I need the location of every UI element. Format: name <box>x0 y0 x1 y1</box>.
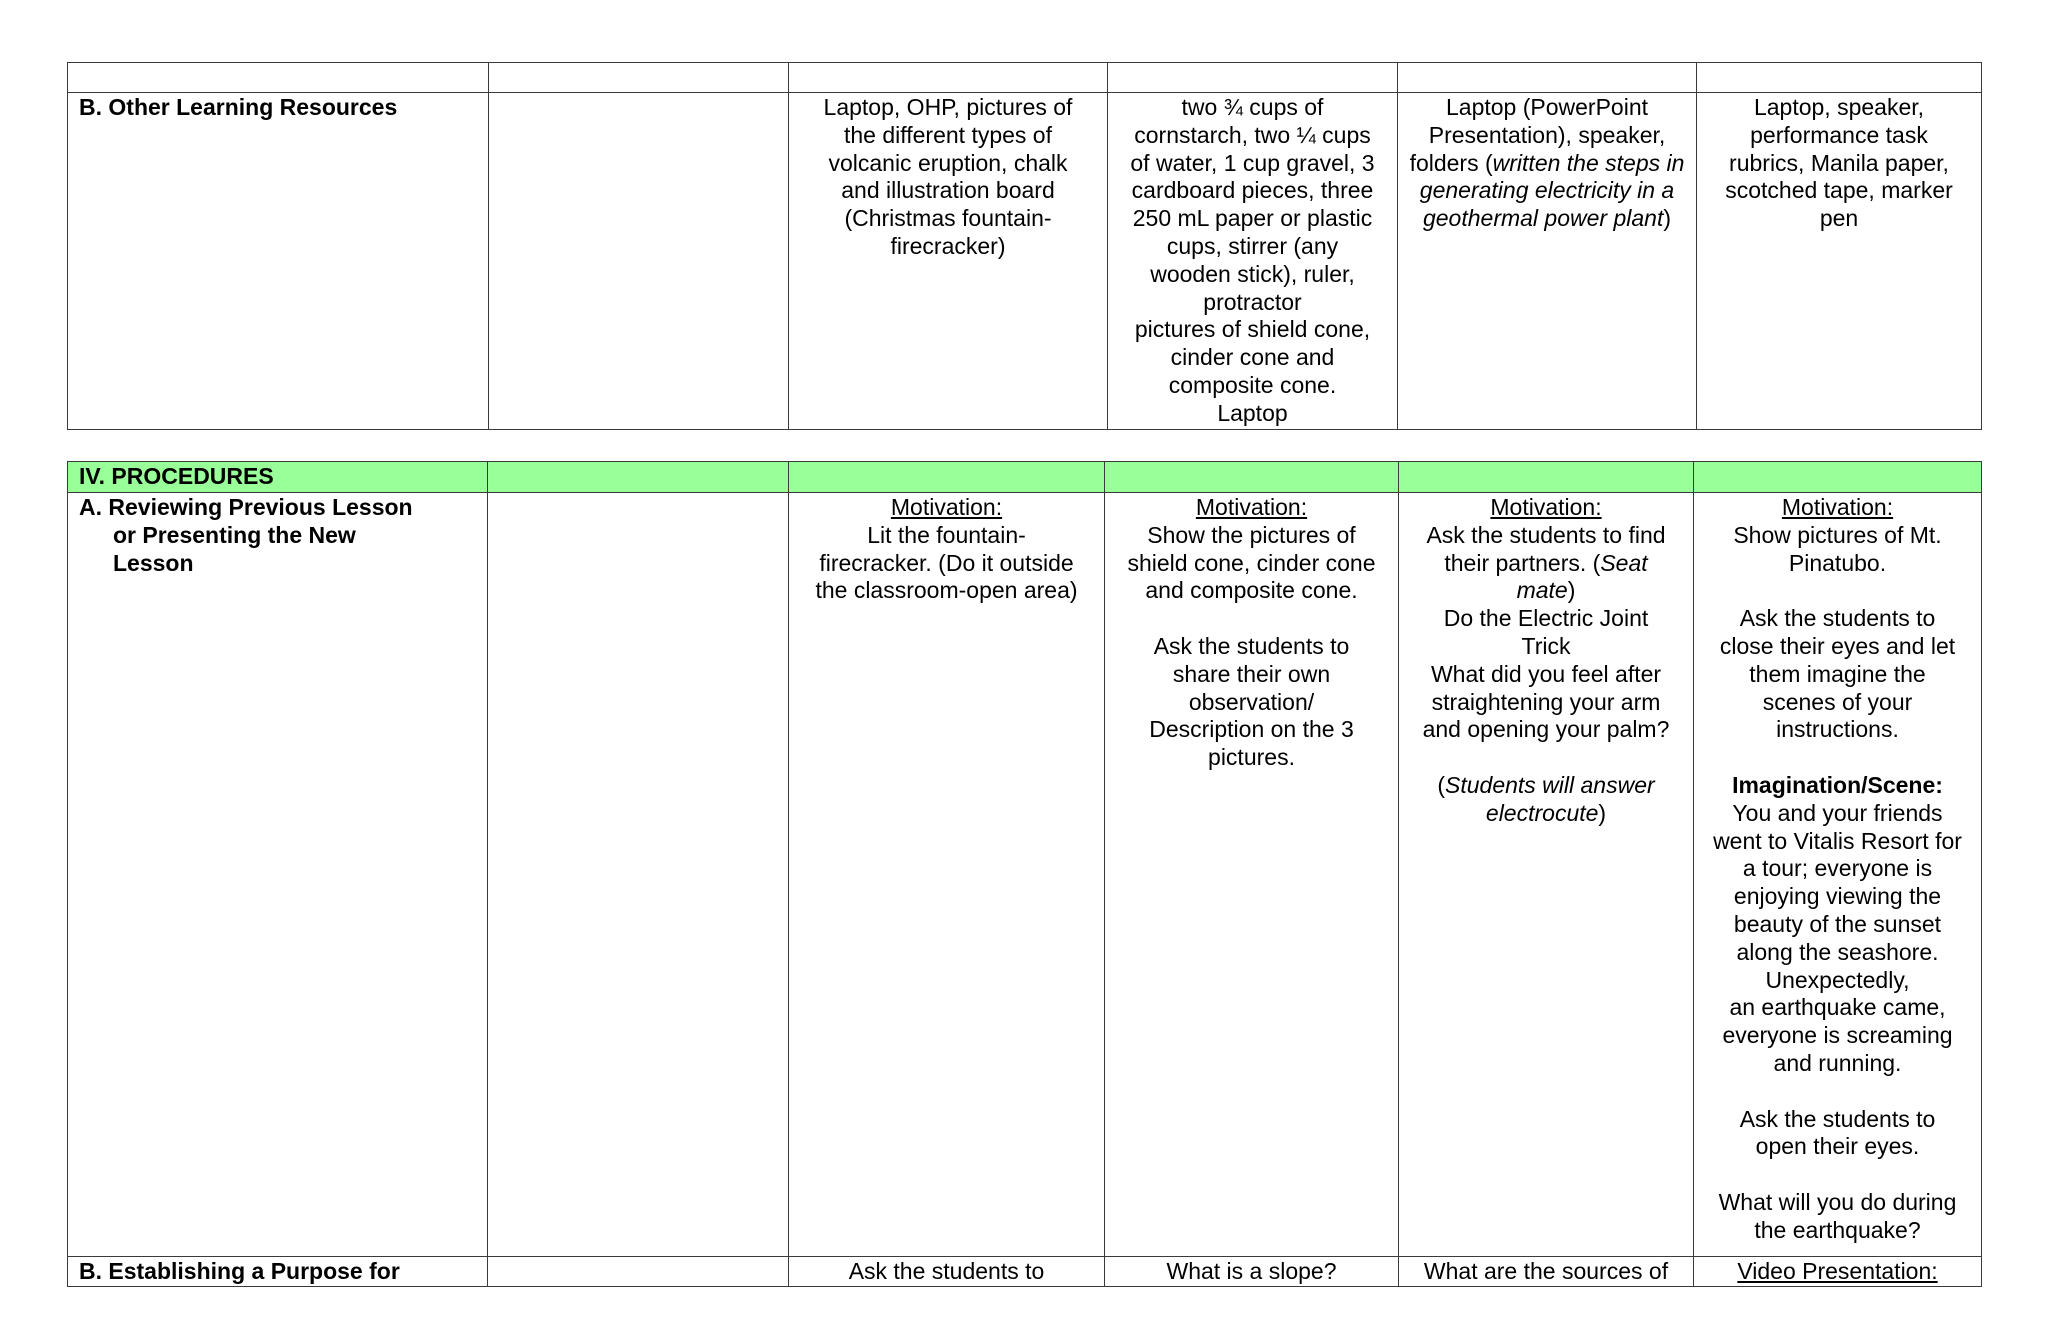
motivation-heading: Motivation: <box>890 494 1003 520</box>
text-part: ) <box>1598 799 1607 826</box>
imagination-heading: Imagination/Scene: <box>1732 771 1943 798</box>
blank-cell <box>489 63 789 93</box>
resources-text: Laptop (PowerPoint Presentation), speaker, folders ( <box>1409 94 1666 176</box>
resources-line: cornstarch, two ¼ cups <box>1134 121 1371 148</box>
reviewing-cell-day5 <box>1694 493 1982 1257</box>
label-line: or Presenting the New <box>113 521 356 548</box>
blank-cell <box>1108 63 1398 93</box>
motivation-text: Ask the students to open their eyes. <box>1739 1105 1936 1160</box>
resources-line: 250 mL paper or plastic <box>1132 205 1373 232</box>
reviewing-lesson-row <box>68 493 1982 1257</box>
purpose-cell-day4: What are the sources of <box>1399 1257 1694 1287</box>
resources-cell-day1 <box>489 93 789 430</box>
label-line: Lesson <box>113 549 194 576</box>
resources-line: Laptop <box>1217 399 1288 426</box>
establishing-purpose-label: B. Establishing a Purpose for <box>68 1257 488 1287</box>
motivation-text: Lit the fountain-firecracker. (Do it outside the classroom-open area) <box>815 521 1078 604</box>
motivation-text: Ask the students to close their eyes and let them imagine the scenes of your instructions. <box>1719 605 1956 743</box>
header-cell <box>789 462 1105 493</box>
resources-text: ) <box>1663 205 1672 232</box>
motivation-heading: Motivation: <box>1195 494 1308 520</box>
resources-cell-day2: Laptop, OHP, pictures of the different types of volcanic eruption, chalk and illustration board (Christmas fountain-firecracker) <box>789 93 1108 430</box>
motivation-text: What will you do during the earthquake? <box>1718 1188 1957 1243</box>
header-cell <box>1399 462 1694 493</box>
resources-line: cinder cone and <box>1170 344 1335 371</box>
resources-line: wooden stick), ruler, <box>1150 260 1355 287</box>
resources-line: pictures of shield cone, <box>1134 316 1371 343</box>
blank-cell <box>68 63 489 93</box>
text-part-italic: Students will answer electrocute <box>1445 771 1655 826</box>
procedures-header: IV. PROCEDURES <box>68 462 488 493</box>
resources-text-italic: written the steps in generating electricity in a geothermal power plant <box>1419 149 1685 232</box>
resources-line: cardboard pieces, three <box>1131 177 1374 204</box>
motivation-text: Ask the students to share their own observation/ Description on the 3 pictures. <box>1149 632 1354 771</box>
resources-line: cups, stirrer (any <box>1166 232 1339 259</box>
resources-line: composite cone. <box>1168 371 1337 398</box>
resources-line: two ¾ cups of <box>1181 94 1324 120</box>
procedures-table <box>67 461 1982 1287</box>
motivation-heading: Motivation: <box>1490 494 1602 520</box>
purpose-cell-day2: Ask the students to <box>789 1257 1105 1287</box>
reviewing-cell-day2 <box>789 493 1105 1257</box>
motivation-text <box>1413 522 1679 605</box>
motivation-text: an earthquake came, everyone is screaming and running. <box>1722 994 1953 1076</box>
learning-resources-table <box>67 62 1982 430</box>
reviewing-cell-day4 <box>1399 493 1694 1257</box>
motivation-text <box>1413 772 1679 828</box>
purpose-cell-day1 <box>488 1257 789 1287</box>
label-line: A. Reviewing Previous Lesson <box>79 494 413 520</box>
reviewing-lesson-label <box>68 493 488 1257</box>
resources-line: of water, 1 cup gravel, 3 <box>1130 149 1375 176</box>
blank-cell <box>789 63 1108 93</box>
motivation-heading: Motivation: <box>1781 494 1894 520</box>
blank-cell <box>1697 63 1982 93</box>
motivation-text: Show the pictures of shield cone, cinder cone and composite cone. <box>1127 521 1376 604</box>
header-cell <box>1694 462 1982 493</box>
resources-cell-day3 <box>1108 93 1398 430</box>
blank-top-row <box>68 63 1982 93</box>
text-part: ) <box>1567 577 1576 604</box>
reviewing-cell-day3 <box>1105 493 1399 1257</box>
motivation-text: Unexpectedly, <box>1765 966 1910 993</box>
establishing-purpose-row <box>68 1257 1982 1287</box>
resources-line: protractor <box>1203 288 1302 315</box>
blank-cell <box>1398 63 1697 93</box>
purpose-cell-day5: Video Presentation: <box>1694 1257 1982 1287</box>
purpose-cell-day3: What is a slope? <box>1105 1257 1399 1287</box>
resources-cell-day4 <box>1398 93 1697 430</box>
procedures-header-row <box>68 462 1982 493</box>
other-resources-row <box>68 93 1982 430</box>
motivation-text: You and your friends went to Vitalis Resort for a tour; everyone is enjoying viewing the beauty of the sunset along the seashore. <box>1713 799 1962 965</box>
motivation-text: Do the Electric Joint Trick <box>1443 605 1649 659</box>
text-part-italic: Seat mate <box>1516 549 1648 604</box>
header-cell <box>488 462 789 493</box>
motivation-text: Show pictures of Mt. Pinatubo. <box>1733 521 1942 576</box>
text-part: Ask the students to find their partners. ( <box>1426 521 1666 576</box>
motivation-text: What did you feel after straightening your arm and opening your palm? <box>1422 660 1670 743</box>
other-resources-label: B. Other Learning Resources <box>68 93 489 430</box>
header-cell <box>1105 462 1399 493</box>
text-part: ( <box>1437 771 1445 798</box>
reviewing-cell-day1 <box>488 493 789 1257</box>
resources-cell-day5: Laptop, speaker, performance task rubrics, Manila paper, scotched tape, marker pen <box>1697 93 1982 430</box>
